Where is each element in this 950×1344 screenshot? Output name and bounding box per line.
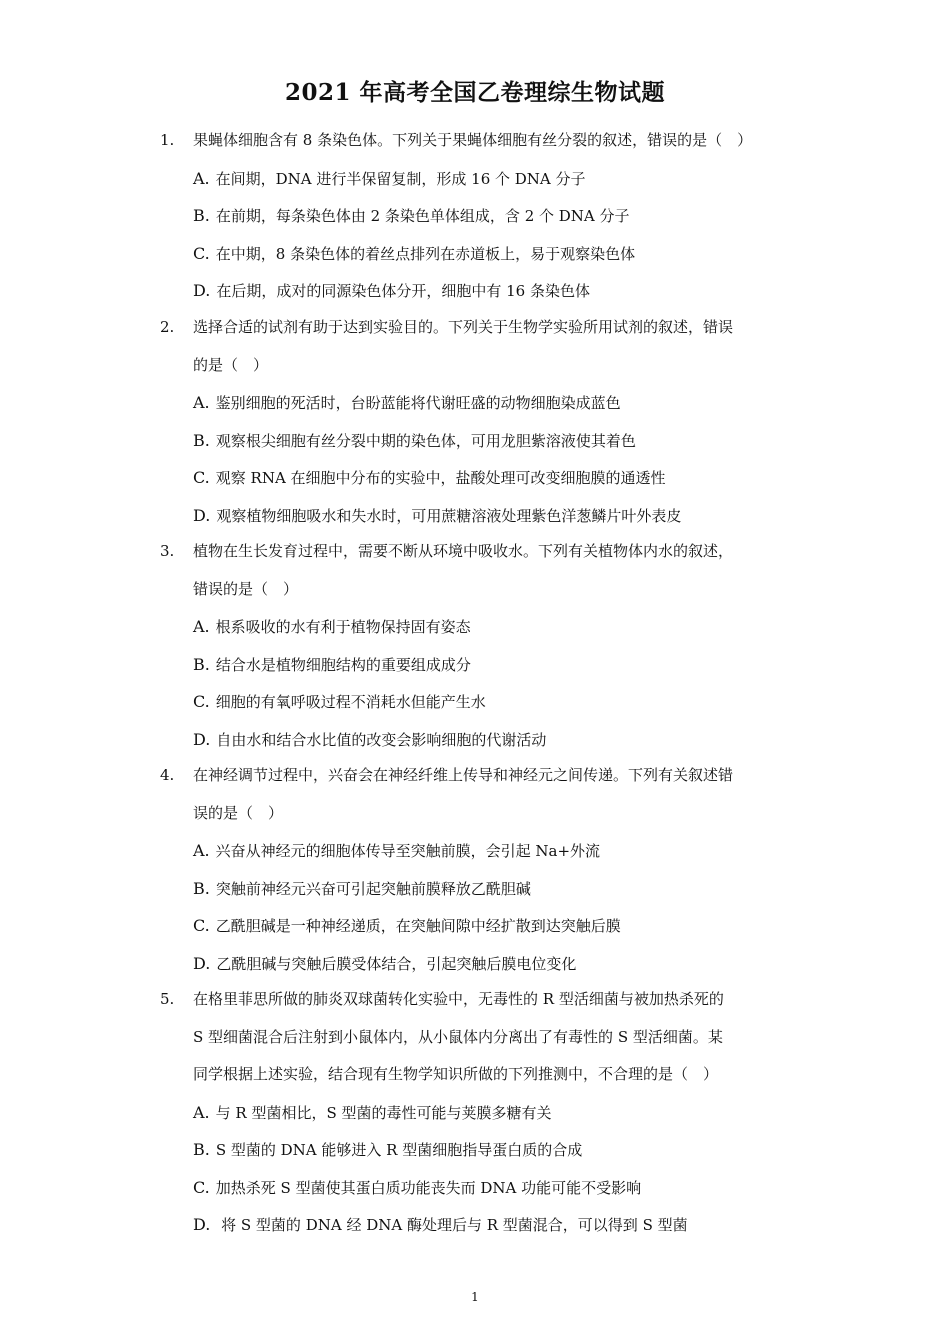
option-letter: D. bbox=[193, 505, 211, 525]
option-a bbox=[193, 160, 800, 199]
question-number: 3. bbox=[160, 542, 175, 560]
question-number: 4. bbox=[160, 766, 175, 784]
option-text: 细胞的有氧呼吸过程不消耗水但能产生水 bbox=[215, 693, 486, 711]
option-text: 观察 RNA 在细胞中分布的实验中，盐酸处理可改变细胞膜的通透性 bbox=[215, 469, 666, 487]
question-number: 2. bbox=[160, 318, 175, 336]
question-stem-line: 在格里菲思所做的肺炎双球菌转化实验中，无毒性的 R 型活细菌与被加热杀死的 bbox=[193, 990, 724, 1008]
option-text: 结合水是植物细胞结构的重要组成成分 bbox=[215, 655, 471, 674]
option-letter: A. bbox=[193, 841, 210, 860]
option-letter: B. bbox=[193, 878, 210, 898]
page-number: 1 bbox=[471, 1290, 479, 1304]
option-d bbox=[193, 272, 800, 311]
question-stem-line: 选择合适的试剂有助于达到实验目的。下列关于生物学实验所用试剂的叙述，错误 bbox=[193, 318, 734, 336]
option-letter: D. bbox=[193, 953, 211, 973]
option-letter: B. bbox=[193, 1140, 210, 1159]
option-text: 在前期，每条染色体由 2 条染色单体组成，含 2 个 DNA 分子 bbox=[215, 207, 630, 225]
option-d bbox=[193, 497, 800, 536]
option-letter: A. bbox=[193, 168, 210, 188]
option-text: 鉴别细胞的死活时，台盼蓝能将代谢旺盛的动物细胞染成蓝色 bbox=[215, 394, 621, 412]
option-d bbox=[193, 945, 800, 984]
option-letter: D. bbox=[193, 1215, 211, 1234]
option-c bbox=[193, 683, 800, 722]
option-b bbox=[193, 870, 800, 909]
option-d bbox=[193, 1206, 800, 1245]
option-letter: B. bbox=[193, 206, 210, 225]
option-a bbox=[193, 1094, 800, 1133]
option-text: 在中期，8 条染色体的着丝点排列在赤道板上，易于观察染色体 bbox=[215, 244, 636, 263]
option-text: 与 R 型菌相比，S 型菌的毒性可能与荚膜多糖有关 bbox=[215, 1103, 552, 1122]
option-letter: B. bbox=[193, 430, 210, 450]
option-text: 在后期，成对的同源染色体分开，细胞中有 16 条染色体 bbox=[216, 282, 590, 300]
option-b bbox=[193, 1131, 800, 1170]
question-stem-line: 在神经调节过程中，兴奋会在神经纤维上传导和神经元之间传递。下列有关叙述错 bbox=[193, 766, 734, 784]
option-letter: C. bbox=[193, 916, 210, 935]
option-c bbox=[193, 235, 800, 274]
option-letter: C. bbox=[193, 468, 210, 487]
option-a bbox=[193, 608, 800, 647]
option-d bbox=[193, 721, 800, 760]
question-stem-line: 植物在生长发育过程中，需要不断从环境中吸收水。下列有关植物体内水的叙述， bbox=[193, 542, 734, 560]
question-stem-line: 同学根据上述实验，结合现有生物学知识所做的下列推测中，不合理的是（ ） bbox=[193, 1065, 719, 1083]
option-text: S 型菌的 DNA 能够进入 R 型菌细胞指导蛋白质的合成 bbox=[215, 1141, 583, 1159]
option-text: 自由水和结合水比值的改变会影响细胞的代谢活动 bbox=[216, 730, 547, 749]
option-letter: A. bbox=[193, 1102, 210, 1122]
option-letter: A. bbox=[193, 393, 210, 412]
option-text: 乙酰胆碱是一种神经递质，在突触间隙中经扩散到达突触后膜 bbox=[215, 917, 621, 935]
option-b bbox=[193, 422, 800, 461]
option-text: 加热杀死 S 型菌使其蛋白质功能丧失而 DNA 功能可能不受影响 bbox=[215, 1178, 642, 1197]
question-stem-line: 误的是（ ） bbox=[193, 803, 284, 822]
option-c bbox=[193, 907, 800, 946]
option-b bbox=[193, 197, 800, 236]
option-text: 观察根尖细胞有丝分裂中期的染色体，可用龙胆紫溶液使其着色 bbox=[215, 431, 636, 450]
option-letter: C. bbox=[193, 243, 210, 263]
option-letter: D. bbox=[193, 281, 211, 300]
option-text: 突触前神经元兴奋可引起突触前膜释放乙酰胆碱 bbox=[215, 879, 531, 898]
question-number: 5. bbox=[160, 990, 175, 1008]
option-letter: D. bbox=[193, 729, 211, 749]
option-text: 观察植物细胞吸水和失水时，可用蔗糖溶液处理紫色洋葱鳞片叶外表皮 bbox=[216, 506, 682, 525]
question-stem-line: S 型细菌混合后注射到小鼠体内，从小鼠体内分离出了有毒性的 S 型活细菌。某 bbox=[193, 1027, 723, 1046]
question-stem-line: 的是（ ） bbox=[193, 355, 269, 374]
question-stem-line: 果蝇体细胞含有 8 条染色体。下列关于果蝇体细胞有丝分裂的叙述，错误的是（ ） bbox=[193, 131, 753, 149]
option-a bbox=[193, 384, 800, 423]
option-letter: C. bbox=[193, 692, 210, 711]
option-letter: C. bbox=[193, 1177, 210, 1197]
option-c bbox=[193, 459, 800, 498]
question-stem-line: 错误的是（ ） bbox=[193, 579, 299, 598]
option-b bbox=[193, 646, 800, 685]
option-text: 乙酰胆碱与突触后膜受体结合，引起突触后膜电位变化 bbox=[216, 954, 577, 973]
option-text: 将 S 型菌的 DNA 经 DNA 酶处理后与 R 型菌混合，可以得到 S 型菌 bbox=[216, 1216, 688, 1234]
option-text: 兴奋从神经元的细胞体传导至突触前膜，会引起 Na+外流 bbox=[215, 842, 601, 860]
option-c bbox=[193, 1169, 800, 1208]
option-letter: B. bbox=[193, 654, 210, 674]
question-number: 1. bbox=[160, 131, 175, 149]
option-a bbox=[193, 832, 800, 871]
option-letter: A. bbox=[193, 617, 210, 636]
page-title: 2021 年高考全国乙卷理综生物试题 bbox=[284, 79, 666, 106]
option-text: 在间期，DNA 进行半保留复制，形成 16 个 DNA 分子 bbox=[215, 169, 586, 188]
option-text: 根系吸收的水有利于植物保持固有姿态 bbox=[215, 618, 471, 636]
